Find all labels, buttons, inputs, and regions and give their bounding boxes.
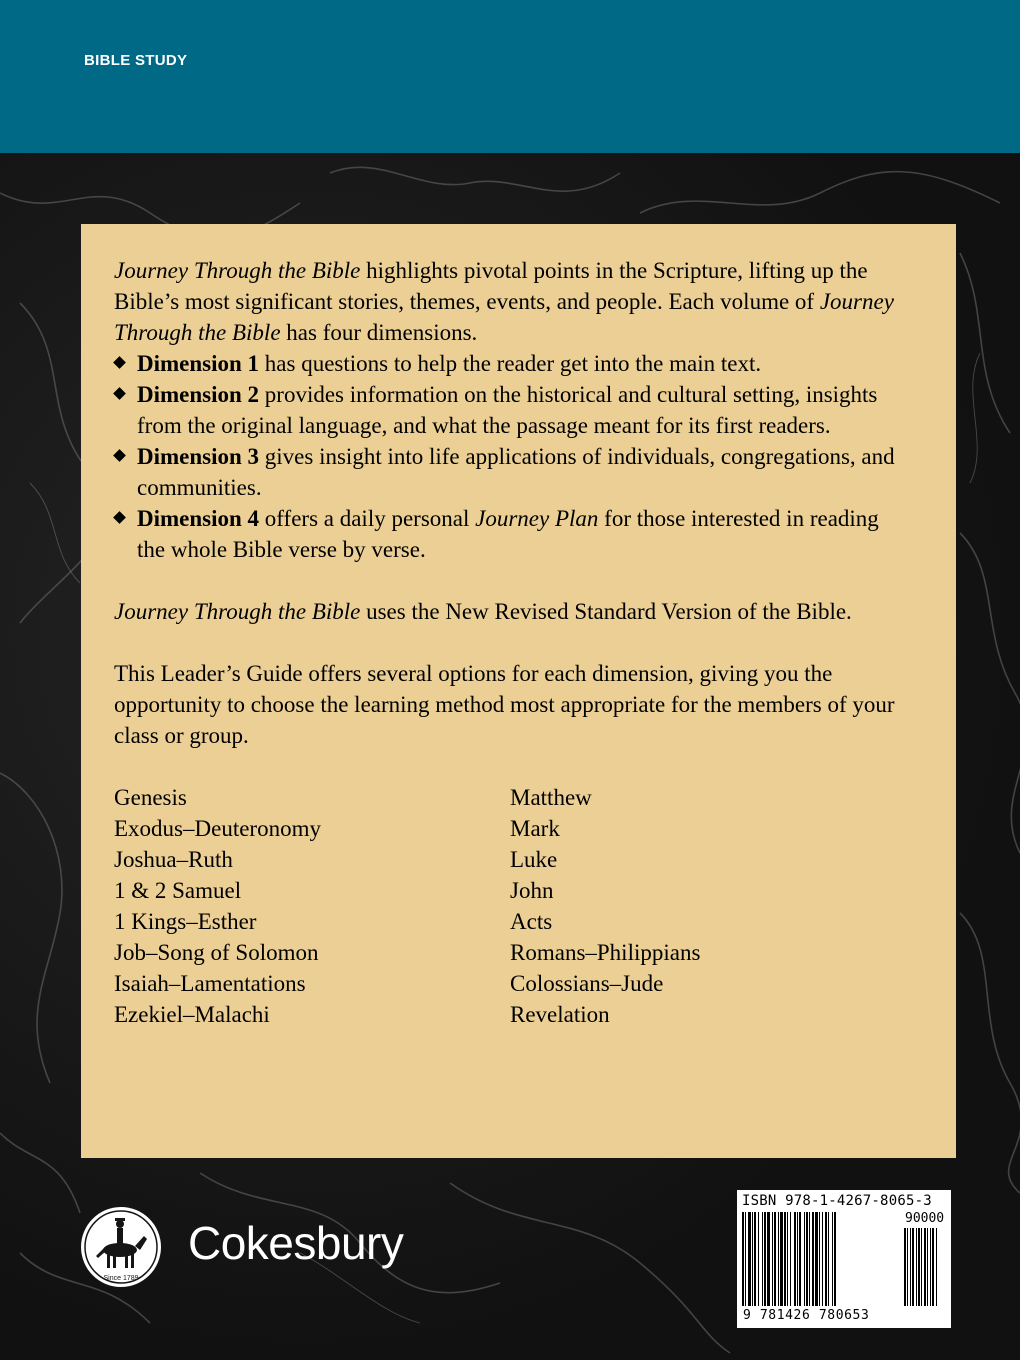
leader-paragraph: This Leader’s Guide offers several options for each dimension, giving you the opportunity to choose the learning method most appropriate for the members of your class or group. — [114, 661, 895, 748]
intro-title-1: Journey Through the Bible — [114, 258, 361, 283]
intro-title-2: Journey Through the Bible — [114, 289, 894, 345]
intro-text-2: has four dimensions. — [280, 320, 478, 345]
barcode-bars — [742, 1212, 946, 1308]
book-list — [114, 782, 906, 1030]
book-entry: Luke — [510, 847, 558, 872]
diamond-bullet-icon — [113, 449, 126, 462]
book-entry: Isaiah–Lamentations — [114, 971, 306, 996]
book-entry: Matthew — [510, 785, 592, 810]
intro-text-1: highlights pivotal points in the Scripture, lifting up the Bible’s most significant stories, themes, events, and people. Each volume of — [114, 258, 868, 314]
version-title: Journey Through the Bible — [114, 599, 361, 624]
book-entry: Exodus–Deuteronomy — [114, 816, 321, 841]
dimension-list — [114, 348, 906, 565]
diamond-bullet-icon — [113, 511, 126, 524]
version-paragraph — [114, 596, 906, 627]
book-entry: Job–Song of Solomon — [114, 940, 319, 965]
logo-since-text: Since 1789 — [103, 1275, 139, 1282]
publisher-name: Cokesbury — [188, 1217, 404, 1269]
book-entry: Mark — [510, 816, 560, 841]
series-label: BIBLE STUDY — [84, 52, 188, 69]
dimension-text: gives insight into life applications of individuals, congregations, and communities. — [137, 444, 895, 500]
dimension-text: has questions to help the reader get into the main text. — [259, 351, 762, 376]
dimension-item — [114, 503, 906, 565]
dimension-item — [114, 441, 906, 503]
description-panel — [81, 224, 956, 1158]
dimension-text: provides information on the historical and cultural setting, insights from the original language, and what the passage meant for its first readers. — [137, 382, 878, 438]
old-testament-column — [114, 782, 510, 1030]
diamond-bullet-icon — [113, 356, 126, 369]
intro-paragraph — [114, 255, 906, 348]
book-entry: 1 Kings–Esther — [114, 909, 257, 934]
book-entry: 1 & 2 Samuel — [114, 878, 242, 903]
isbn-number: ISBN 978-1-4267-8065-3 — [742, 1193, 932, 1209]
book-entry: Colossians–Jude — [510, 971, 664, 996]
version-text: uses the New Revised Standard Version of the Bible. — [360, 599, 852, 624]
book-entry: Romans–Philippians — [510, 940, 701, 965]
journey-plan-term: Journey Plan — [475, 506, 599, 531]
dimension-label: Dimension 4 — [137, 506, 260, 531]
diamond-bullet-icon — [113, 387, 126, 400]
dimension-item — [114, 348, 906, 379]
dimension-item — [114, 379, 906, 441]
book-entry: Ezekiel–Malachi — [114, 1002, 270, 1027]
top-color-band — [0, 0, 1020, 153]
new-testament-column — [510, 782, 906, 1030]
book-entry: Genesis — [114, 785, 187, 810]
price-addon: 90000 — [905, 1211, 945, 1226]
isbn-barcode — [737, 1190, 951, 1328]
dimension-label: Dimension 1 — [137, 351, 260, 376]
dimension-text: offers a daily personal — [259, 506, 476, 531]
dimension-label: Dimension 3 — [137, 444, 260, 469]
horse-rider-logo-icon — [80, 1206, 162, 1288]
book-entry: John — [510, 878, 554, 903]
ean-number: 9 781426 780653 — [743, 1308, 870, 1323]
book-entry: Revelation — [510, 1002, 610, 1027]
book-entry: Joshua–Ruth — [114, 847, 233, 872]
dimension-text: for those interested in reading the whole Bible verse by verse. — [137, 506, 879, 562]
book-entry: Acts — [510, 909, 553, 934]
dimension-label: Dimension 2 — [137, 382, 260, 407]
